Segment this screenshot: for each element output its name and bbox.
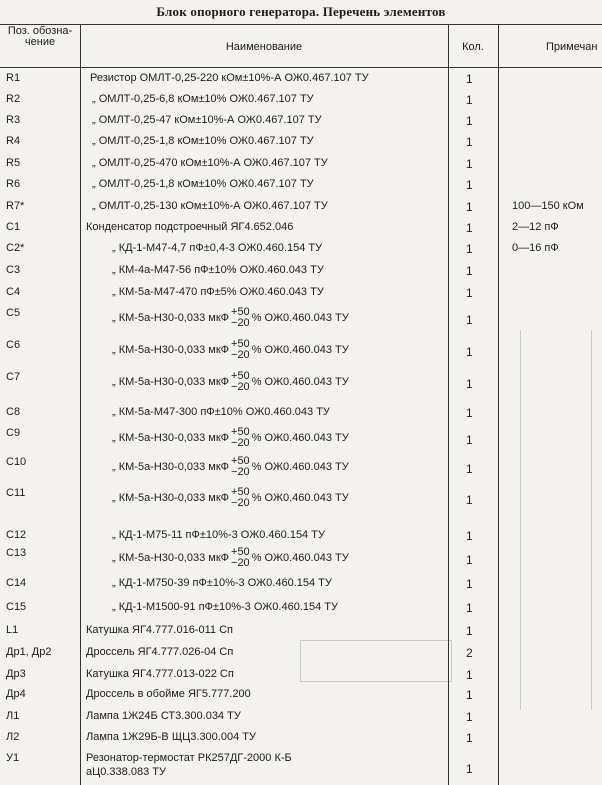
tolerance-lower: −20 [231,437,250,449]
tolerance [231,427,250,449]
row-pos: C10 [6,456,27,468]
row-name-part: % ОЖ0.460.043 ТУ [251,491,349,504]
row-qty: 1 [466,624,473,638]
header-note: Примечан [546,42,598,53]
row-pos: C4 [6,286,21,298]
row-name: „ КД-1-М47-4,7 пФ±0,4-3 ОЖ0.460.154 ТУ [112,242,323,254]
row-name: Дроссель в обойме ЯГ5.777.200 [86,688,251,700]
tolerance-upper: +50 [231,546,250,558]
row-name [112,487,349,509]
row-name: Резистор ОМЛТ-0,25-220 кОм±10%-А ОЖ0.467.107 ТУ [90,72,369,84]
row-pos: Др4 [6,688,26,700]
row-qty: 1 [466,762,473,776]
row-name-continuation: аЦ0.338.083 ТУ [86,766,166,778]
row-qty: 1 [466,135,473,149]
row-qty: 1 [466,433,473,447]
row-qty: 1 [466,668,473,682]
row-qty: 1 [466,157,473,171]
header-name: Наименование [225,41,303,53]
row-name-part: % ОЖ0.460.043 ТУ [251,311,349,324]
row-pos: R5 [6,157,21,169]
row-name: „ КД-1-М750-39 пФ±10%-3 ОЖ0.460.154 ТУ [112,577,332,589]
tolerance-lower: −20 [231,349,250,361]
tolerance-lower: −20 [231,497,250,509]
row-name [112,371,349,393]
tolerance-lower: −20 [231,381,250,393]
table-header-border [0,67,602,68]
row-pos: C11 [6,487,26,499]
background-schematic-lines [520,330,592,710]
row-name-part: „ КМ-5а-Н30-0,033 мкФ [112,375,230,388]
tolerance [231,487,250,509]
row-qty: 1 [466,93,473,107]
row-name: Резонатор-термостат РК257ДГ-2000 К-Б [86,752,292,764]
row-name: „ ОМЛТ-0,25-1,8 кОм±10% ОЖ0.467.107 ТУ [92,178,314,190]
row-pos: Др3 [6,668,26,680]
row-pos: C1 [6,221,21,233]
row-name: „ ОМЛТ-0,25-130 кОм±10%-А ОЖ0.467.107 ТУ [92,200,328,212]
row-name-part: „ КМ-5а-Н30-0,033 мкФ [112,311,230,324]
row-name-part: % ОЖ0.460.043 ТУ [251,375,349,388]
row-pos: R6 [6,178,21,190]
row-qty: 2 [466,646,473,660]
row-name: Дроссель ЯГ4.777.026-04 Сп [86,646,234,658]
row-qty: 1 [466,72,473,86]
row-name [112,427,349,449]
row-pos: C6 [6,339,21,351]
row-pos: R1 [6,72,21,84]
tolerance [231,339,250,361]
row-name-part: „ КМ-5а-Н30-0,033 мкФ [112,491,230,504]
row-name: „ КД-1-М75-11 пФ±10%-3 ОЖ0.460.154 ТУ [112,529,325,541]
row-pos: Др1, Др2 [6,646,52,658]
row-pos: Л2 [6,731,20,743]
row-pos: C12 [6,529,27,541]
row-name: Катушка ЯГ4.777.013-022 Сп [86,668,234,680]
row-pos: C8 [6,406,21,418]
row-qty: 1 [466,406,473,420]
row-qty: 1 [466,242,473,256]
row-pos: C9 [6,427,21,439]
tolerance-upper: +50 [231,455,250,467]
row-pos: R4 [6,135,21,147]
row-pos: R7* [6,200,25,212]
row-qty: 1 [466,377,473,391]
row-name [112,307,349,329]
row-name-part: % ОЖ0.460.043 ТУ [251,551,349,564]
row-name-part: % ОЖ0.460.043 ТУ [251,460,349,473]
row-note: 100—150 кОм [512,200,584,212]
row-pos: L1 [6,624,19,636]
column-divider-qty [498,24,499,785]
row-name: „ ОМЛТ-0,25-470 кОм±10%-А ОЖ0.467.107 ТУ [92,157,328,169]
row-name: „ КМ-5а-М47-300 пФ±10% ОЖ0.460.043 ТУ [112,406,330,418]
row-name-part: „ КМ-5а-Н30-0,033 мкФ [112,431,230,444]
row-qty: 1 [466,577,473,591]
tolerance-lower: −20 [231,557,250,569]
row-name: Конденсатор подстроечный ЯГ4.652.046 [86,221,294,233]
page-title: Блок опорного генератора. Перечень элементов [156,4,446,19]
row-name-part: % ОЖ0.460.043 ТУ [251,431,349,444]
tolerance-upper: +50 [231,338,250,350]
row-name-part: % ОЖ0.460.043 ТУ [251,343,349,356]
row-name: „ ОМЛТ-0,25-6,8 кОм±10% ОЖ0.467.107 ТУ [92,93,314,105]
row-name: „ ОМЛТ-0,25-47 кОм±10%-А ОЖ0.467.107 ТУ [92,114,322,126]
row-qty: 1 [466,345,473,359]
row-qty: 1 [466,710,473,724]
row-name-part: „ КМ-5а-Н30-0,033 мкФ [112,551,230,564]
row-qty: 1 [466,462,473,476]
row-qty: 1 [466,221,473,235]
row-qty: 1 [466,264,473,278]
header-qty: Кол. [462,41,484,53]
row-qty: 1 [466,200,473,214]
row-name: „ ОМЛТ-0,25-1,8 кОм±10% ОЖ0.467.107 ТУ [92,135,314,147]
row-qty: 1 [466,178,473,192]
tolerance-upper: +50 [231,306,250,318]
column-divider-pos [80,24,81,785]
row-qty: 1 [466,529,473,543]
row-qty: 1 [466,286,473,300]
tolerance-upper: +50 [231,370,250,382]
row-pos: У1 [6,752,20,764]
row-qty: 1 [466,114,473,128]
row-pos: C2* [6,242,25,254]
tolerance-upper: +50 [231,486,250,498]
row-name: Лампа 1Ж24Б СТ3.300.034 ТУ [86,710,241,722]
row-pos: Л1 [6,710,20,722]
row-pos: C15 [6,601,27,613]
row-pos: R3 [6,114,21,126]
row-note: 2—12 пФ [512,221,559,233]
row-name: „ КД-1-М1500-91 пФ±10%-3 ОЖ0.460.154 ТУ [112,601,338,613]
row-pos: R2 [6,93,21,105]
row-pos: C7 [6,371,21,383]
row-pos: C13 [6,547,27,559]
row-name: „ КМ-4а-М47-56 пФ±10% ОЖ0.460.043 ТУ [112,264,324,276]
row-pos: C14 [6,577,27,589]
row-pos: C3 [6,264,21,276]
tolerance-upper: +50 [231,426,250,438]
row-name [112,339,349,361]
row-note: 0—16 пФ [512,242,559,254]
tolerance [231,456,250,478]
row-name-part: „ КМ-5а-Н30-0,033 мкФ [112,343,230,356]
header-pos: Поз. обозна-чение [7,25,73,48]
background-schematic-box [300,640,452,682]
row-name: Лампа 1Ж29Б-В ЩЦ3.300.004 ТУ [86,731,256,743]
row-qty: 1 [466,688,473,702]
row-name [112,547,349,569]
row-qty: 1 [466,601,473,615]
row-pos: C5 [6,307,21,319]
row-qty: 1 [466,553,473,567]
row-qty: 1 [466,731,473,745]
tolerance [231,547,250,569]
row-name [112,456,349,478]
row-name: Катушка ЯГ4.777.016-011 Сп [86,624,233,636]
row-name: „ КМ-5а-М47-470 пФ±5% ОЖ0.460.043 ТУ [112,286,324,298]
table-top-border [0,24,602,25]
row-qty: 1 [466,313,473,327]
row-qty: 1 [466,493,473,507]
tolerance-lower: −20 [231,317,250,329]
tolerance [231,371,250,393]
column-divider-name [448,24,449,785]
tolerance-lower: −20 [231,466,250,478]
tolerance [231,307,250,329]
row-name-part: „ КМ-5а-Н30-0,033 мкФ [112,460,230,473]
